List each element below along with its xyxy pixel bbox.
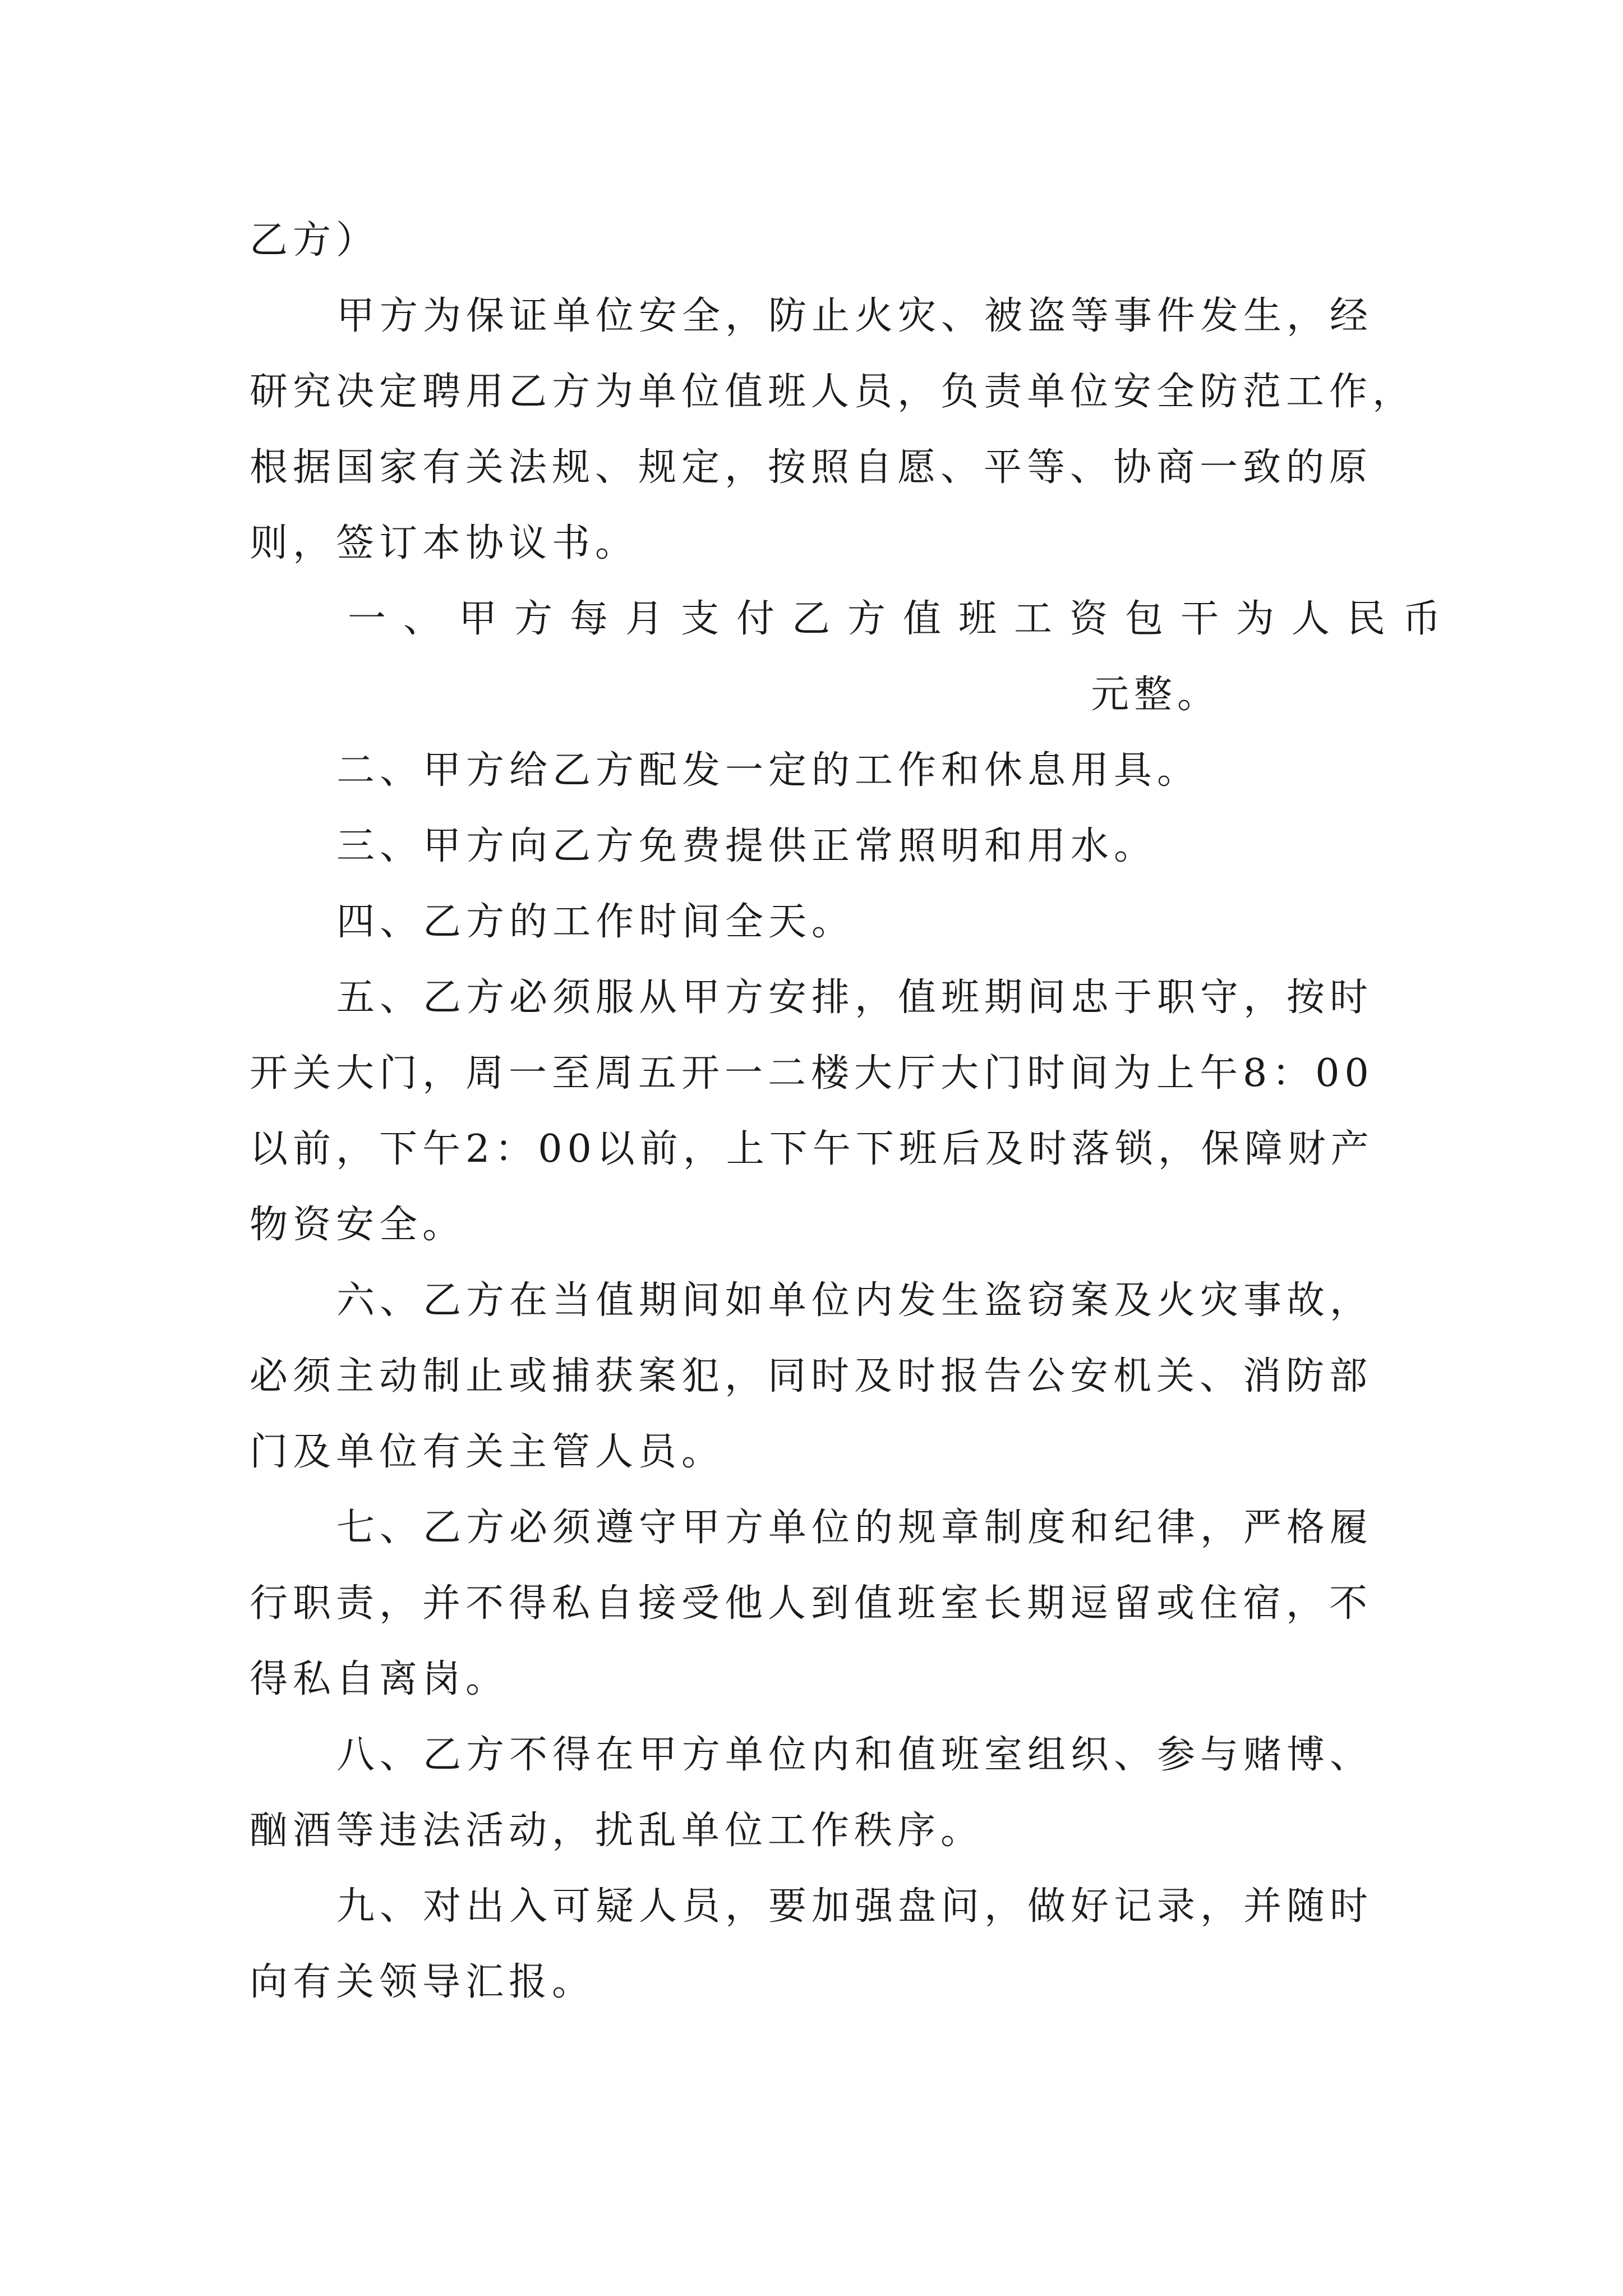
clause-4-line: 四、乙方的工作时间全天。 <box>336 900 855 944</box>
text-line: 根据国家有关法规、规定，按照自愿、平等、协商一致的原 <box>250 445 1373 490</box>
text-line: 得私自离岗。 <box>250 1657 509 1701</box>
text-line: 开关大门，周一至周五开一二楼大厅大门时间为上午8：00 <box>250 1051 1374 1096</box>
clause-6-line: 六、乙方在当值期间如单位内发生盗窃案及火灾事故， <box>336 1278 1373 1323</box>
clause-1-line: 一、甲方每月支付乙方值班工资包干为人民币 <box>348 597 1459 641</box>
text-line: 向有关领导汇报。 <box>250 1960 596 2004</box>
text-line: 酗酒等违法活动，扰乱单位工作秩序。 <box>250 1809 984 1853</box>
clause-7-line: 七、乙方必须遵守甲方单位的规章制度和纪律，严格履 <box>336 1506 1373 1550</box>
clause-3-line: 三、甲方向乙方免费提供正常照明和用水。 <box>336 824 1158 868</box>
text-line: 门及单位有关主管人员。 <box>250 1430 725 1474</box>
text-line: 乙方） <box>250 218 380 263</box>
paragraph-intro-line: 甲方为保证单位安全，防止火灾、被盗等事件发生，经 <box>336 294 1373 338</box>
clause-5-line: 五、乙方必须服从甲方安排，值班期间忠于职守，按时 <box>336 976 1373 1020</box>
clause-9-line: 九、对出入可疑人员，要加强盘问，做好记录，并随时 <box>336 1884 1373 1929</box>
clause-2-line: 二、甲方给乙方配发一定的工作和休息用具。 <box>336 748 1201 793</box>
text-line: 物资安全。 <box>250 1203 466 1247</box>
text-line: 则，签订本协议书。 <box>250 521 639 565</box>
text-line: 以前，下午2：00以前，上下午下班后及时落锁，保障财产 <box>250 1127 1374 1171</box>
text-line: 行职责，并不得私自接受他人到值班室长期逗留或住宿，不 <box>250 1581 1373 1626</box>
clause-1-amount-suffix: 元整。 <box>1091 673 1221 717</box>
clause-8-line: 八、乙方不得在甲方单位内和值班室组织、参与赌博、 <box>336 1733 1373 1777</box>
text-line: 研究决定聘用乙方为单位值班人员，负责单位安全防范工作， <box>250 370 1416 414</box>
text-line: 必须主动制止或捕获案犯，同时及时报告公安机关、消防部 <box>250 1354 1373 1398</box>
